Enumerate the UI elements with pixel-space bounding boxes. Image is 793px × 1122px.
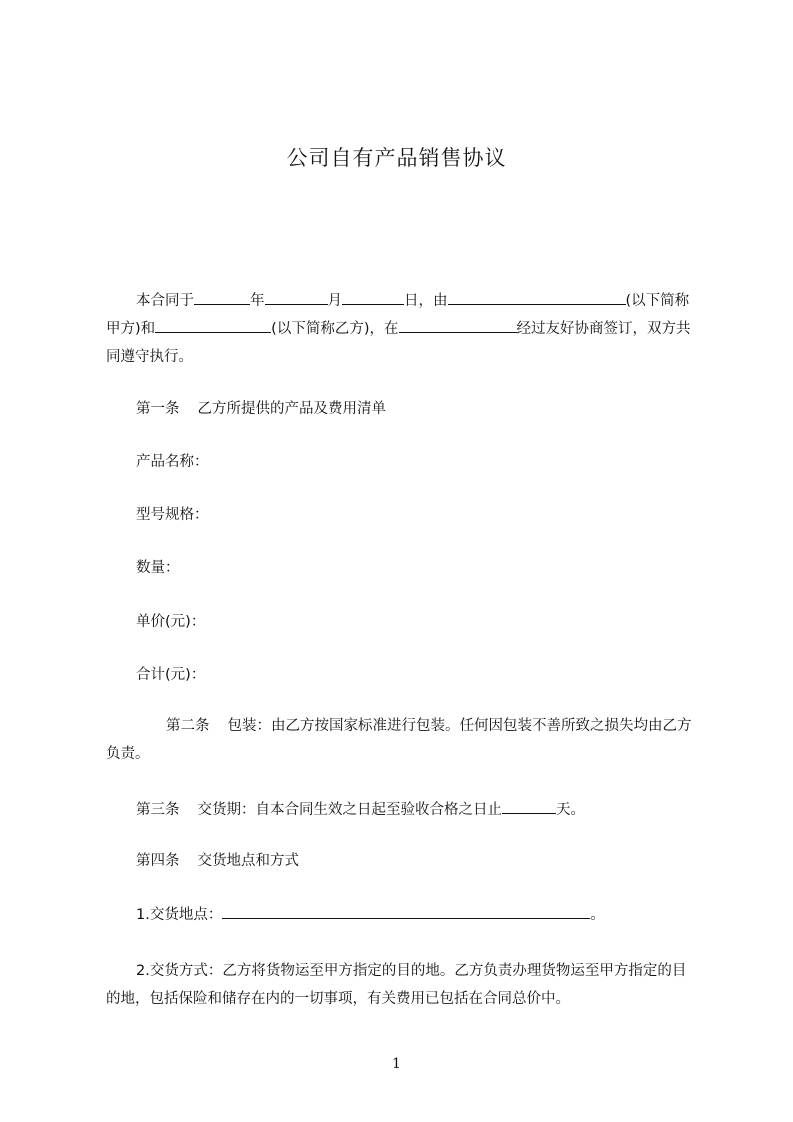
intro-text-1: 本合同于: [136, 293, 194, 309]
delivery-location-label: 1.交货地点：: [136, 907, 223, 923]
page-number: 1: [392, 1056, 401, 1072]
intro-text-7: 经过友好协商签订，双方共同遵守执行。: [106, 321, 691, 365]
page-title: 公司自有产品销售协议: [286, 146, 507, 170]
article-3-text: 交货期：自本合同生效之日起至验收合格之日止: [197, 802, 502, 818]
article-2-text: 包装：由乙方按国家标准进行包装。任何因包装不善所致之损失均由乙方负责。: [106, 718, 692, 762]
delivery-days-blank[interactable]: [502, 799, 556, 814]
year-blank[interactable]: [194, 290, 250, 305]
article-3: [136, 799, 736, 820]
intro-text-6: (以下简称乙方)，在: [271, 321, 399, 337]
intro-text-2: 年: [250, 293, 265, 309]
delivery-location-end: 。: [590, 907, 605, 923]
intro-paragraph: [106, 287, 698, 371]
article-4: [136, 851, 736, 871]
article-4-title: 交货地点和方式: [197, 853, 299, 869]
article-1: [136, 399, 736, 419]
field-unit-price: 单价(元)：: [136, 614, 206, 630]
article-4-heading: 第四条: [136, 853, 180, 869]
month-blank[interactable]: [265, 290, 328, 305]
field-quantity: 数量：: [136, 560, 180, 576]
field-product-name: 产品名称：: [136, 454, 209, 470]
delivery-location-blank[interactable]: [222, 904, 590, 919]
party-a-blank[interactable]: [448, 290, 626, 305]
article-4-item-2: 2.交货方式：乙方将货物运至甲方指定的目的地。乙方负责办理货物运至甲方指定的目的地，包括保险和储存在内的一切事项，有关费用已包括在合同总价中。: [106, 963, 687, 1007]
article-2-heading: 第二条: [166, 718, 210, 734]
article-3-heading: 第三条: [136, 802, 180, 818]
intro-text-4: 日，由: [404, 293, 448, 309]
day-blank[interactable]: [342, 290, 404, 305]
field-total: 合计(元)：: [136, 667, 206, 683]
article-2: [106, 712, 698, 768]
location-blank[interactable]: [399, 318, 517, 333]
intro-text-5: (以下简称甲方)和: [106, 293, 690, 337]
article-1-title: 乙方所提供的产品及费用清单: [197, 401, 386, 417]
article-1-heading: 第一条: [136, 401, 180, 417]
field-model-spec: 型号规格：: [136, 507, 209, 523]
article-4-item-1: [136, 904, 736, 925]
party-b-blank[interactable]: [155, 318, 271, 333]
intro-text-3: 月: [327, 293, 342, 309]
article-3-text-end: 天。: [556, 802, 585, 818]
